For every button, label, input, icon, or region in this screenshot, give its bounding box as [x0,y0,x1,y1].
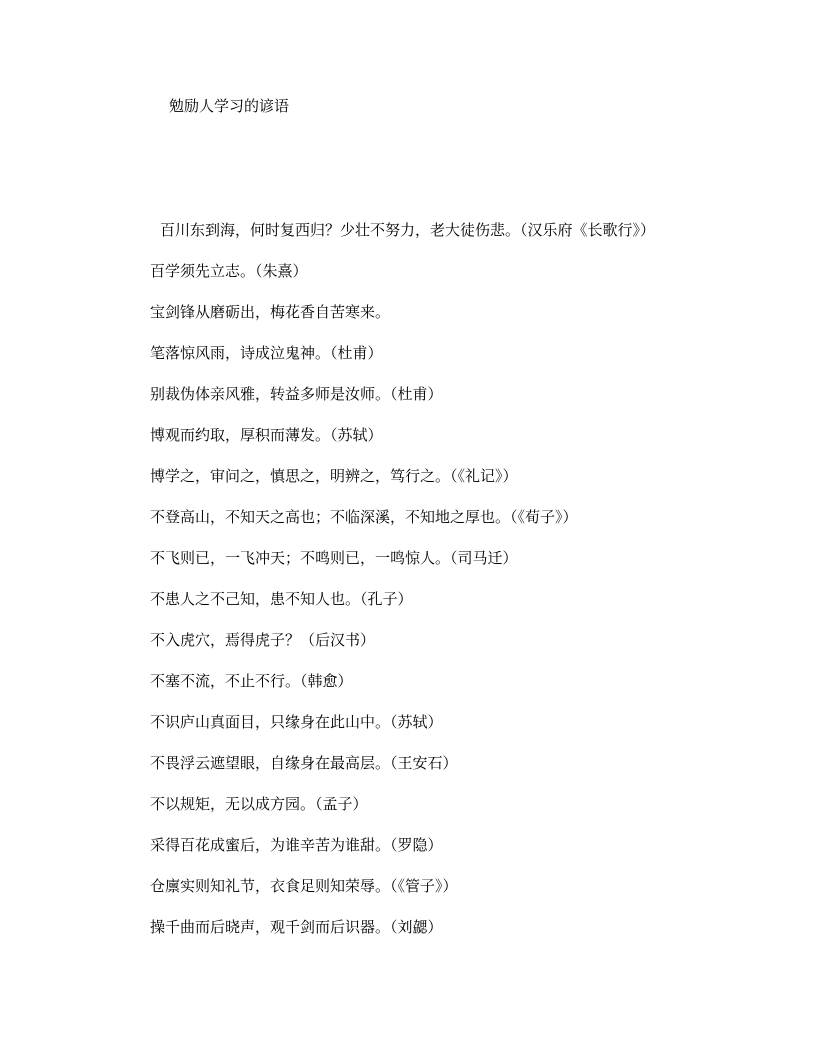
proverb-line: 别裁伪体亲风雅，转益多师是汝师。（杜甫） [150,385,443,403]
proverb-line: 不识庐山真面目，只缘身在此山中。（苏轼） [150,713,443,731]
document-title: 勉励人学习的谚语 [169,97,290,115]
proverb-line: 百学须先立志。（朱熹） [150,262,308,280]
proverb-line: 笔落惊风雨，诗成泣鬼神。（杜甫） [150,344,383,362]
proverb-line: 宝剑锋从磨砺出，梅花香自苦寒来。 [150,303,391,321]
proverb-line: 不患人之不己知，患不知人也。（孔子） [150,590,413,608]
proverb-line: 仓廪实则知礼节，衣食足则知荣辱。（《管子》） [150,877,458,895]
proverb-list [150,220,790,958]
proverb-line: 不登高山，不知天之高也；不临深溪，不知地之厚也。（《荀子》） [150,508,578,526]
proverb-line: 不以规矩，无以成方园。（孟子） [150,795,368,813]
proverb-line: 不飞则已，一飞冲天；不鸣则已，一鸣惊人。（司马迁） [150,549,518,567]
proverb-line: 百川东到海，何时复西归？少壮不努力，老大徒伤悲。（汉乐府《长歌行》） [160,221,656,239]
proverb-line: 不畏浮云遮望眼，自缘身在最高层。（王安石） [150,754,458,772]
proverb-line: 不塞不流，不止不行。（韩愈） [150,672,353,690]
proverb-line: 操千曲而后晓声，观千剑而后识器。（刘勰） [150,918,443,936]
proverb-line: 博学之，审问之，慎思之，明辨之，笃行之。（《礼记》） [150,467,518,485]
proverb-line: 博观而约取，厚积而薄发。（苏轼） [150,426,383,444]
proverb-line: 不入虎穴，焉得虎子？（后汉书） [150,631,376,649]
proverb-line: 采得百花成蜜后，为谁辛苦为谁甜。（罗隐） [150,836,443,854]
